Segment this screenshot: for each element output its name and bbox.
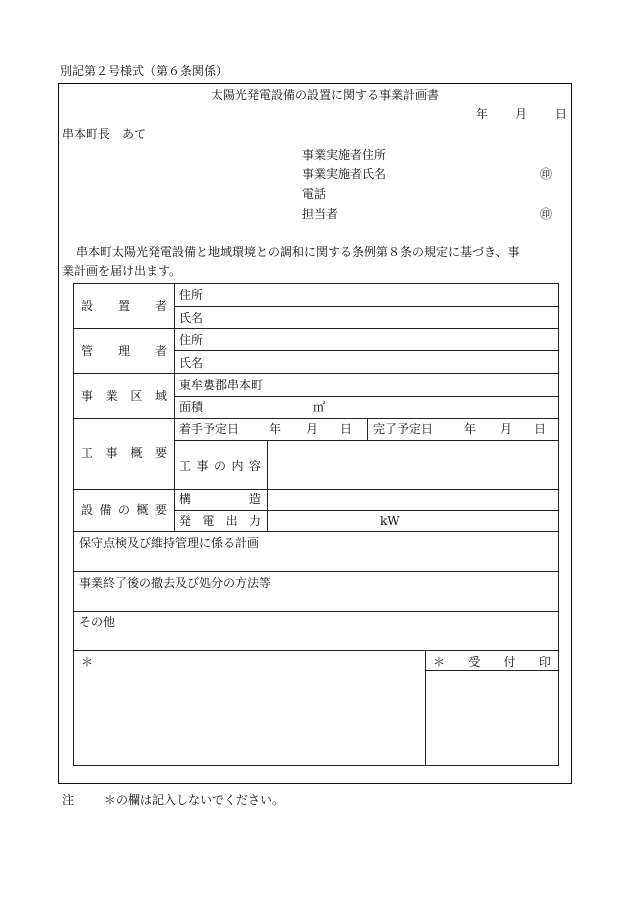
installer-label: 設 置 者 bbox=[81, 299, 167, 313]
construction-end-label: 完了予定日 bbox=[373, 422, 434, 436]
applicant-phone-label: 電話 bbox=[302, 187, 327, 201]
table-rule bbox=[425, 650, 426, 765]
manager-address-label: 住所 bbox=[179, 333, 204, 347]
receipt-stamp-label: ＊ 受 付 印 bbox=[433, 655, 551, 669]
form-title: 太陽光発電設備の設置に関する事業計画書 bbox=[211, 88, 440, 102]
intro-text-line-1: 串本町太陽光発電設備と地域環境との調和に関する条例第８条の規定に基づき、事 bbox=[76, 245, 520, 259]
table-rule bbox=[73, 283, 74, 766]
area-size-label: 面積 bbox=[179, 400, 204, 414]
table-rule bbox=[73, 765, 559, 766]
applicant-contact-label: 担当者 bbox=[302, 207, 339, 221]
table-rule bbox=[73, 571, 559, 572]
equipment-output-unit: kW bbox=[380, 514, 400, 528]
seal-mark: ㊞ bbox=[540, 207, 553, 221]
table-rule bbox=[73, 531, 559, 532]
table-rule bbox=[73, 283, 559, 284]
construction-start-year: 年 bbox=[269, 422, 282, 436]
form-label: 別記第２号様式（第６条関係） bbox=[60, 64, 229, 78]
date-year-label: 年 bbox=[476, 107, 489, 121]
table-rule bbox=[174, 440, 559, 441]
manager-name-label: 氏名 bbox=[179, 356, 204, 370]
date-month-label: 月 bbox=[515, 107, 528, 121]
equipment-output-label: 発 電 出 力 bbox=[179, 514, 261, 528]
date-day-label: 日 bbox=[555, 107, 568, 121]
area-size-unit: ㎡ bbox=[313, 400, 326, 414]
table-rule bbox=[174, 350, 559, 351]
table-rule bbox=[367, 418, 368, 440]
table-rule bbox=[558, 283, 559, 766]
construction-label: 工 事 概 要 bbox=[81, 446, 167, 460]
other-label: その他 bbox=[79, 615, 116, 629]
equipment-label: 設 備 の 概 要 bbox=[81, 503, 167, 517]
note-label: 注 bbox=[62, 793, 75, 807]
construction-start-label: 着手予定日 bbox=[179, 422, 240, 436]
addressee: 串本町長 あて bbox=[62, 127, 147, 141]
maintenance-plan-label: 保守点検及び維持管理に係る計画 bbox=[79, 536, 260, 550]
table-rule bbox=[73, 328, 559, 329]
plan-table bbox=[73, 283, 559, 766]
manager-label: 管 理 者 bbox=[81, 344, 167, 358]
equipment-structure-label: 構 造 bbox=[179, 492, 261, 506]
applicant-address-label: 事業実施者住所 bbox=[302, 148, 387, 162]
construction-end-year: 年 bbox=[464, 422, 477, 436]
construction-end-month: 月 bbox=[500, 422, 513, 436]
removal-plan-label: 事業終了後の撤去及び処分の方法等 bbox=[79, 576, 272, 590]
construction-start-day: 日 bbox=[340, 422, 353, 436]
table-rule bbox=[267, 440, 268, 489]
table-rule bbox=[174, 283, 175, 531]
seal-mark: ㊞ bbox=[540, 167, 553, 181]
construction-content-label: 工 事 の 内 容 bbox=[179, 459, 261, 473]
area-label: 事 業 区 域 bbox=[81, 389, 167, 403]
table-rule bbox=[73, 489, 559, 490]
official-use-mark: ＊ bbox=[81, 655, 94, 669]
intro-text-line-2: 業計画を届け出ます。 bbox=[62, 264, 182, 278]
note-text: ＊の欄は記入しないでください。 bbox=[104, 793, 285, 807]
table-rule bbox=[73, 611, 559, 612]
table-rule bbox=[425, 670, 559, 671]
table-rule bbox=[267, 489, 268, 531]
installer-name-label: 氏名 bbox=[179, 311, 204, 325]
table-rule bbox=[174, 396, 559, 397]
area-town: 東牟婁郡串本町 bbox=[179, 378, 264, 392]
installer-address-label: 住所 bbox=[179, 288, 204, 302]
table-rule bbox=[73, 418, 559, 419]
construction-end-day: 日 bbox=[534, 422, 547, 436]
table-rule bbox=[73, 373, 559, 374]
table-rule bbox=[174, 306, 559, 307]
table-rule bbox=[73, 650, 559, 651]
construction-start-month: 月 bbox=[306, 422, 319, 436]
table-rule bbox=[174, 510, 559, 511]
applicant-name-label: 事業実施者氏名 bbox=[302, 167, 387, 181]
